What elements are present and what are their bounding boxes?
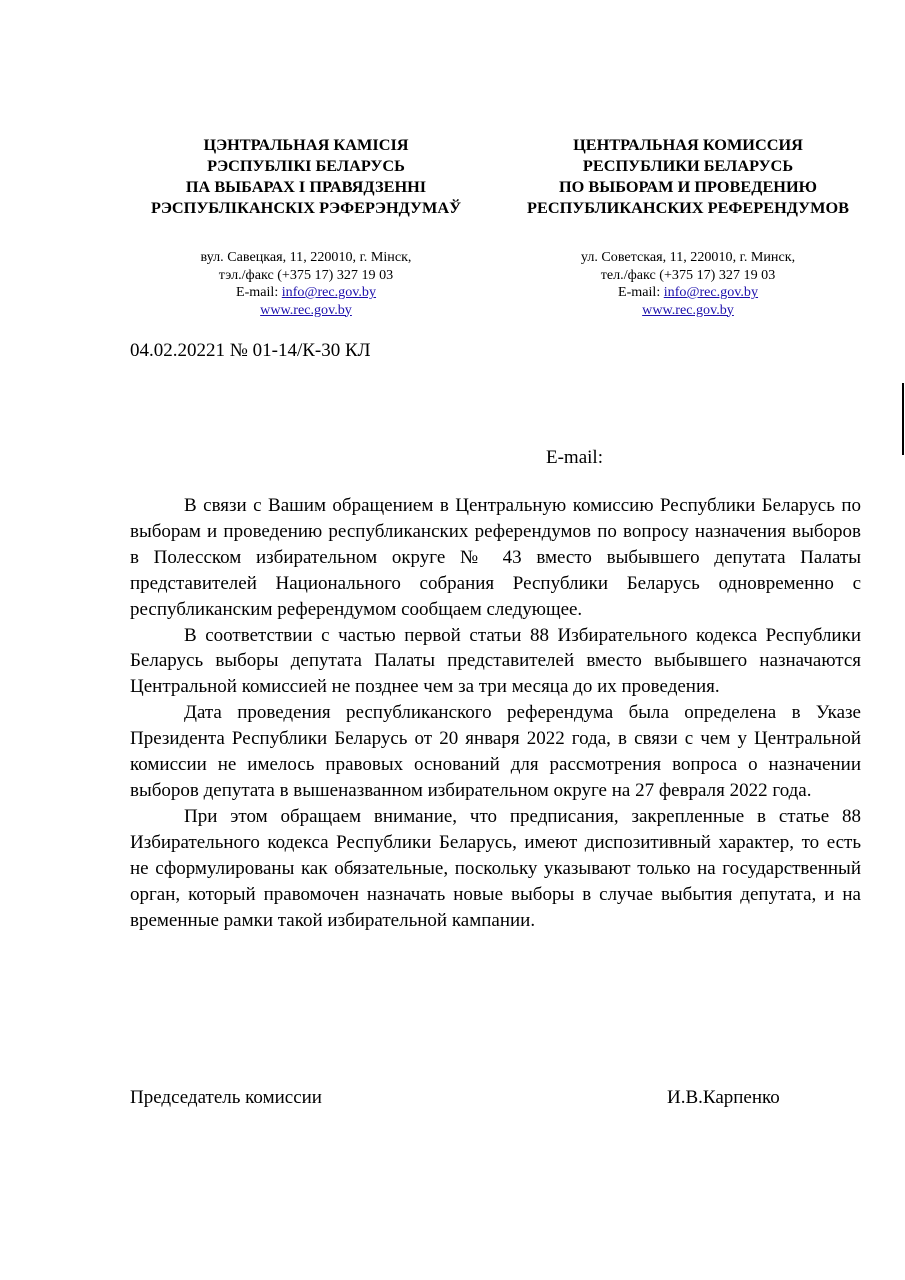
letterhead-title-line: РЕСПУБЛИКИ БЕЛАРУСЬ <box>582 156 794 175</box>
email-prefix: E-mail: <box>235 284 282 300</box>
body-paragraph: В связи с Вашим обращением в Центральную комиссию Республики Беларусь по выборам и проведению республиканских референдумов по вопросу назначения выборов в Полесском избирательном округе № 43 вместо выбывшего депутата Палаты представителей Национального собрания Республики Беларусь одновременно с республиканским референдумом сообщаем следующее. <box>130 495 861 620</box>
letterhead-title <box>498 134 878 218</box>
phone-fax: тэл./факс (+375 17) 327 19 03 <box>218 266 394 283</box>
letterhead-title-line: РЭСПУБЛІКАНСКІХ РЭФЕРЭНДУМАЎ <box>150 198 462 217</box>
recipient-email-label: E-mail: <box>546 447 603 468</box>
address: вул. Савецкая, 11, 220010, г. Мінск, <box>200 249 412 265</box>
email-line <box>116 284 496 302</box>
email-link[interactable]: info@rec.gov.by <box>281 284 377 300</box>
margin-mark <box>902 383 904 455</box>
letterhead-russian <box>498 134 878 319</box>
letterhead-belarusian <box>116 134 496 319</box>
letterhead-title-line: ЦЕНТРАЛЬНАЯ КОМИССИЯ <box>573 135 803 154</box>
email-line <box>498 284 878 302</box>
body-paragraph: Дата проведения республиканского референдума была определена в Указе Президента Республики Беларусь от 20 января 2022 года, в связи с чем у Центральной комиссии не имелось правовых оснований для рассмотрения вопроса о назначении выборов депутата в вышеназванном избирательном округе на 27 февраля 2022 года. <box>130 702 861 801</box>
letter-body <box>130 493 861 933</box>
letterhead-title-line: РЕСПУБЛИКАНСКИХ РЕФЕРЕНДУМОВ <box>527 198 849 217</box>
email-link[interactable]: info@rec.gov.by <box>663 284 759 300</box>
letterhead-title-line: РЭСПУБЛІКІ БЕЛАРУСЬ <box>207 156 405 175</box>
signature-name: И.В.Карпенко <box>667 1087 780 1108</box>
website-line <box>116 302 496 320</box>
signature-role: Председатель комиссии <box>130 1087 322 1108</box>
letterhead-title-line: ПА ВЫБАРАХ І ПРАВЯДЗЕННІ <box>185 177 427 196</box>
website-link[interactable]: www.rec.gov.by <box>642 301 734 318</box>
phone-fax: тел./факс (+375 17) 327 19 03 <box>600 266 776 283</box>
letterhead-title-line: ЦЭНТРАЛЬНАЯ КАМІСІЯ <box>203 135 409 154</box>
outgoing-reference: 04.02.20221 № 01-14/К-30 КЛ <box>130 340 371 361</box>
letterhead-title <box>116 134 496 218</box>
website-line <box>498 302 878 320</box>
body-paragraph: При этом обращаем внимание, что предписания, закрепленные в статье 88 Избирательного кодекса Республики Беларусь, имеют диспозитивный характер, то есть не сформулированы как обязательные, поскольку указывают только на государственный орган, который правомочен назначать новые выборы в случае выбытия депутата, и на временные рамки такой избирательной кампании. <box>130 805 861 931</box>
email-prefix: E-mail: <box>617 284 664 300</box>
website-link[interactable]: www.rec.gov.by <box>260 301 352 318</box>
address: ул. Советская, 11, 220010, г. Минск, <box>580 249 796 265</box>
letterhead-title-line: ПО ВЫБОРАМ И ПРОВЕДЕНИЮ <box>559 177 817 196</box>
letterhead-contacts <box>116 249 496 319</box>
body-paragraph: В соответствии с частью первой статьи 88 Избирательного кодекса Республики Беларусь выборы депутата Палаты представителей вместо выбывшего назначаются Центральной комиссией не позднее чем за три месяца до их проведения. <box>130 624 861 698</box>
letterhead-contacts <box>498 249 878 319</box>
